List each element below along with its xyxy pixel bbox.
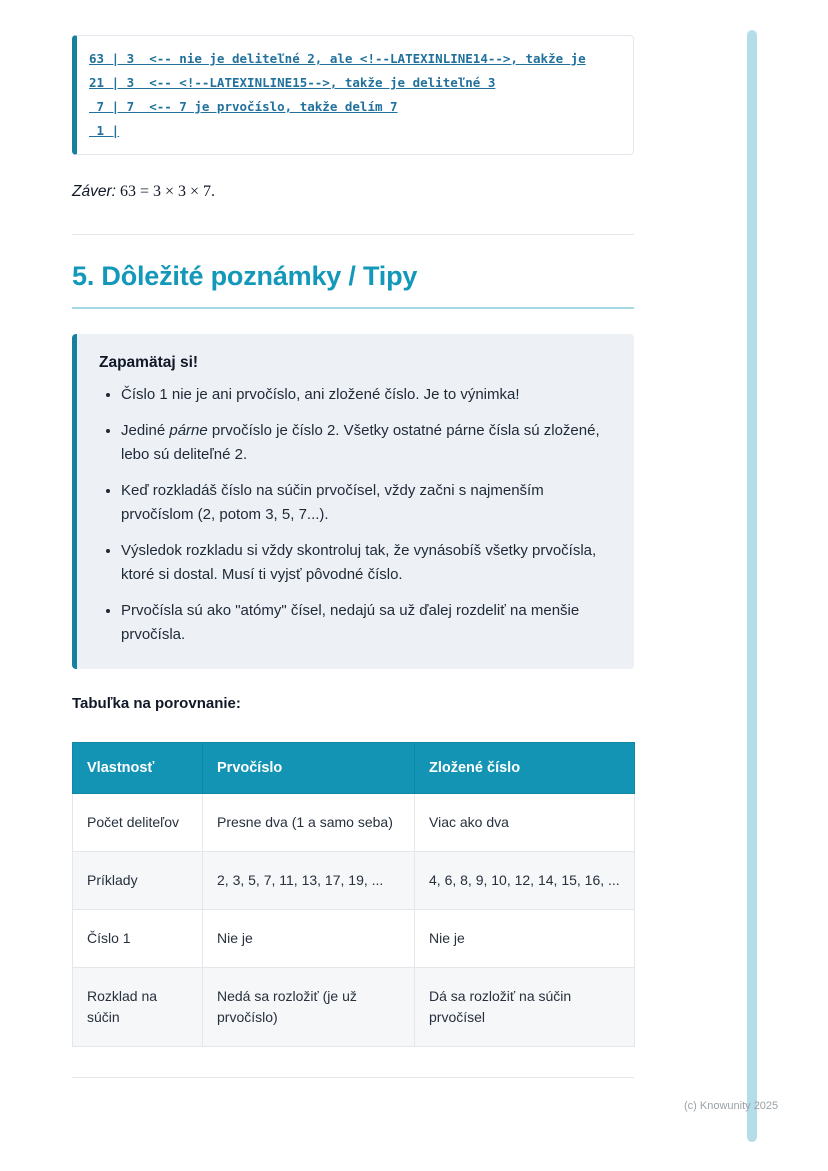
callout-list [99,383,608,647]
callout-item: • Výsledok rozkladu si vždy skontroluj tak, že vynásobíš všetky prvočísla, ktoré si dostal. Musí ti vyjsť pôvodné číslo. [121,539,608,587]
document-content [72,35,634,1078]
table-cell: Viac ako dva [415,794,635,852]
table-row [73,794,635,852]
code-line: 7 | 7 <-- 7 je prvočíslo, takže delím 7 [89,99,398,114]
callout-item-text: Jediné [121,422,170,439]
comparison-table [72,742,635,1047]
table-cell: Nedá sa rozložiť (je už prvočíslo) [203,968,415,1047]
callout-item-text: prvočíslo je číslo 2. Všetky ostatné párne čísla sú zložené, lebo sú deliteľné 2. [121,422,600,463]
callout-item: • Keď rozkladáš číslo na súčin prvočísel, vždy začni s najmenším prvočíslom (2, potom 3, 5, 7...). [121,479,608,527]
table-cell: Číslo 1 [73,910,203,968]
conclusion-label: Záver: [72,183,116,200]
table-cell: Rozklad na súčin [73,968,203,1047]
section-divider [72,234,634,235]
table-cell: Presne dva (1 a samo seba) [203,794,415,852]
table-cell: Nie je [203,910,415,968]
bottom-divider [72,1077,634,1078]
code-line: 21 | 3 <-- <!--LATEXINLINE15-->, takže je deliteľné 3 [89,75,496,90]
table-cell: Nie je [415,910,635,968]
table-cell: 4, 6, 8, 9, 10, 12, 14, 15, 16, ... [415,852,635,910]
table-cell: Dá sa rozložiť na súčin prvočísel [415,968,635,1047]
section-heading: 5. Dôležité poznámky / Tipy [72,261,634,309]
callout-box [72,334,634,669]
table-header-row [73,743,635,794]
callout-item: • Číslo 1 nie je ani prvočíslo, ani zložené číslo. Je to výnimka! [121,383,608,407]
table-row [73,968,635,1047]
table-row [73,910,635,968]
table-header-cell: Zložené číslo [415,743,635,794]
table-cell: Príklady [73,852,203,910]
callout-item [121,419,608,467]
conclusion-math: 63 = 3 × 3 × 7. [115,183,216,200]
table-cell: Počet deliteľov [73,794,203,852]
scrollbar-track[interactable] [747,30,757,1142]
table-header-cell: Vlastnosť [73,743,203,794]
code-line: 1 | [89,123,120,138]
table-row [73,852,635,910]
conclusion-text [72,183,634,201]
table-header-cell: Prvočíslo [203,743,415,794]
callout-title: Zapamätaj si! [99,354,199,371]
callout-item-emphasis: párne [169,422,208,439]
code-block [72,35,634,155]
footer-credit: (c) Knowunity 2025 [684,1100,779,1112]
table-cell: 2, 3, 5, 7, 11, 13, 17, 19, ... [203,852,415,910]
table-label: Tabuľka na porovnanie: [72,695,241,712]
code-line: 63 | 3 <-- nie je deliteľné 2, ale <!--LATEXINLINE14-->, takže je [89,51,586,66]
callout-item: • Prvočísla sú ako "atómy" čísel, nedajú sa už ďalej rozdeliť na menšie prvočísla. [121,599,608,647]
